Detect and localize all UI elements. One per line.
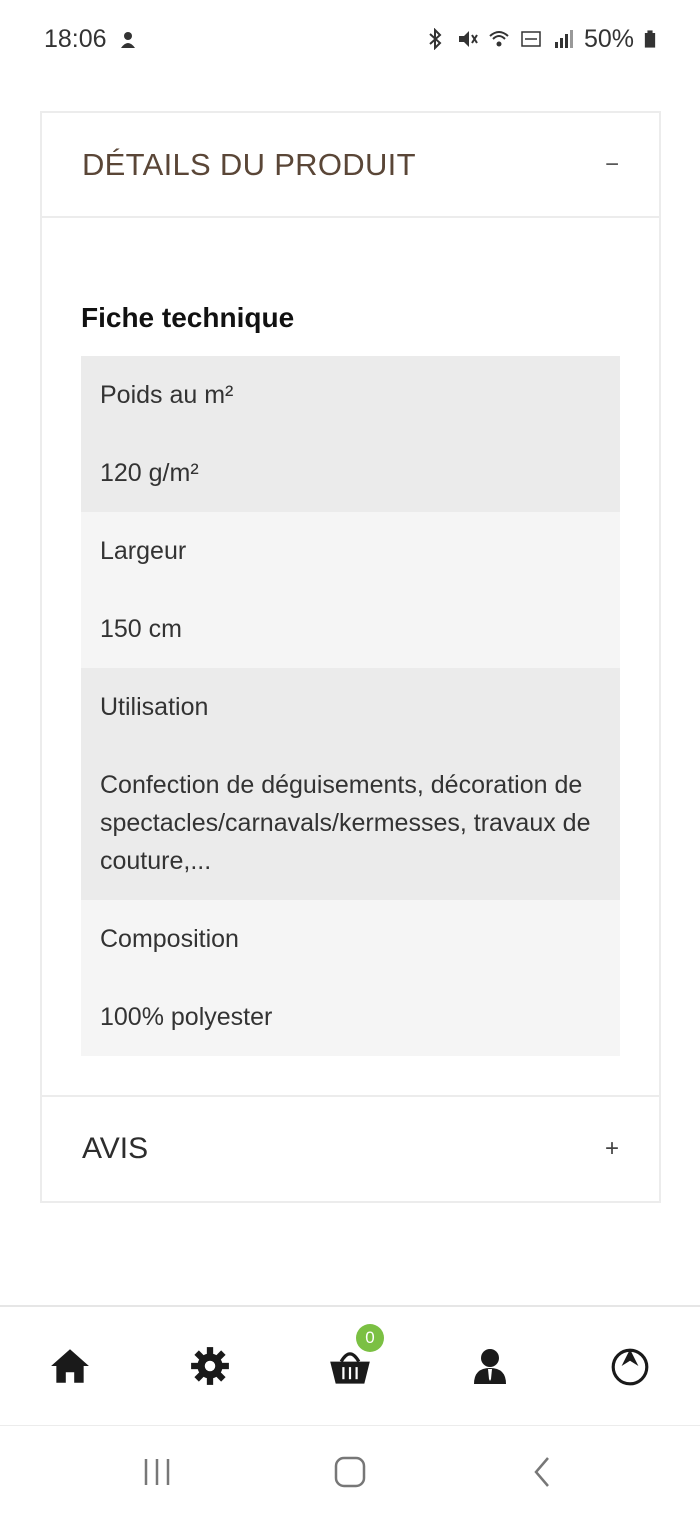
product-details-accordion: [40, 111, 661, 1098]
spec-label: Poids au m²: [100, 381, 234, 409]
spec-row: [81, 512, 620, 668]
signal-icon: [552, 28, 574, 50]
spec-label: Composition: [100, 925, 239, 953]
account-icon: [470, 1345, 510, 1387]
spec-value: Confection de déguisements, décoration de spectacles/carnavals/kermesses, travaux de couture,...: [100, 771, 591, 875]
spec-value: 120 g/m²: [100, 459, 199, 487]
recent-apps-icon: [140, 1455, 174, 1489]
bottom-nav: [0, 1305, 700, 1425]
reviews-accordion-header[interactable]: [40, 1095, 661, 1203]
spec-value: 150 cm: [100, 615, 182, 643]
recent-apps-button[interactable]: [127, 1442, 187, 1502]
back-icon: [526, 1455, 560, 1489]
settings-icon: [189, 1345, 231, 1387]
status-bar: [0, 0, 700, 78]
spec-row: [81, 668, 620, 900]
spec-row: [81, 900, 620, 1056]
home-button-icon: [333, 1455, 367, 1489]
scroll-top-icon: [609, 1345, 651, 1387]
wifi-icon: [488, 28, 510, 50]
expand-icon[interactable]: +: [604, 1135, 619, 1162]
notification-icon: [117, 28, 139, 50]
battery-text: 50%: [583, 24, 634, 53]
nav-home[interactable]: [40, 1336, 100, 1396]
bluetooth-icon: [424, 28, 446, 50]
back-button[interactable]: [513, 1442, 573, 1502]
product-details-title: DÉTAILS DU PRODUIT: [82, 146, 416, 182]
spec-table: [81, 356, 620, 1056]
spec-sheet-title: Fiche technique: [81, 302, 295, 333]
nav-scroll-top[interactable]: [600, 1336, 660, 1396]
home-icon: [49, 1345, 91, 1387]
status-time: 18:06: [44, 24, 107, 53]
product-details-header[interactable]: [42, 113, 659, 218]
nav-account[interactable]: [460, 1336, 520, 1396]
spec-value: 100% polyester: [100, 1003, 273, 1031]
mute-icon: [456, 28, 478, 50]
cart-count-badge: 0: [356, 1324, 384, 1352]
reviews-title: AVIS: [82, 1132, 149, 1165]
battery-icon: [644, 28, 656, 50]
volte-icon: [520, 28, 542, 50]
spec-row: [81, 356, 620, 512]
system-nav-bar: [0, 1425, 700, 1518]
home-button[interactable]: [320, 1442, 380, 1502]
spec-label: Utilisation: [100, 693, 209, 721]
spec-label: Largeur: [100, 537, 187, 565]
nav-settings[interactable]: [180, 1336, 240, 1396]
collapse-icon[interactable]: −: [604, 150, 619, 178]
product-details-body: [42, 218, 659, 1096]
nav-cart[interactable]: [320, 1328, 380, 1396]
